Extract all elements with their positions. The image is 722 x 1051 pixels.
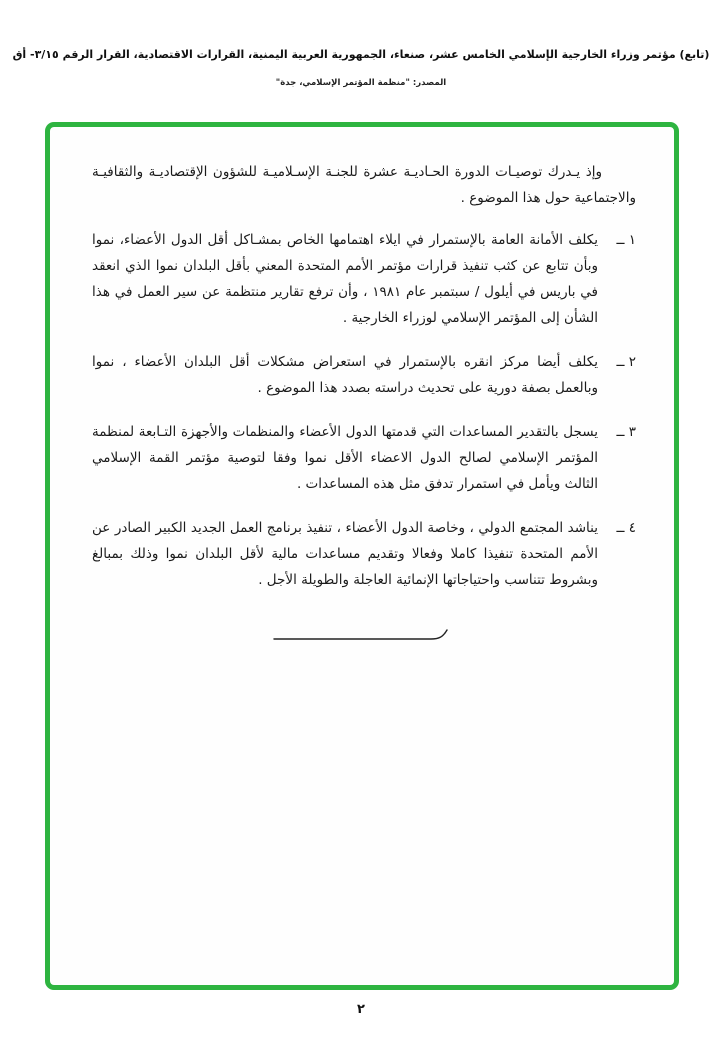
document-source-line: المصدر: "منظمة المؤتمر الإسلامي، جدة" <box>275 78 447 88</box>
clause-3-number: ٣ ــ <box>616 424 636 440</box>
document-header-title: (تابع) مؤتمر وزراء الخارجية الإسلامي الخامس عشر، صنعاء، الجمهورية العربية اليمنية، القرارات الاقتصادية، القرار الرقم ٣/١٥- أق <box>12 48 710 61</box>
scanned-page-text <box>92 159 636 643</box>
resolution-clause-1 <box>92 227 636 331</box>
preamble-paragraph: وإذ يـدرك توصيـات الدورة الحـاديـة عشرة للجنـة الإسـلاميـة للشؤون الإقتصاديـة والثقافيـة والاجتماعية حول هذا الموضوع . <box>92 164 636 206</box>
page-number: ٢ <box>357 1002 365 1017</box>
clause-1-number: ١ ــ <box>616 232 636 248</box>
clause-4-text: يناشد المجتمع الدولي ، وخاصة الدول الأعضاء ، تنفيذ برنامج العمل الجديد الكبير الصادر عن الأمم المتحدة تنفيذا كاملا وفعالا وتقديم مساعدات مالية لأقل البلدان نموا وذلك بمبالغ وبشروط تتناسب واحتياجاتها الإنمائية العاجلة والطويلة الأجل . <box>92 520 598 588</box>
resolution-clause-4 <box>92 515 636 593</box>
resolution-clause-2 <box>92 349 636 401</box>
scanned-page-frame <box>45 122 679 990</box>
clause-1-text: يكلف الأمانة العامة بالإستمرار في ايلاء اهتمامها الخاص بمشـاكل أقل الدول الأعضاء، نموا وبأن تتابع عن كثب تنفيذ قرارات مؤتمر الأمم المتحدة المعني بأقل البلدان نموا الذي انعقد في باريس في أيلول / سبتمبر عام ١٩٨١ ، وأن ترفع تقارير منتظمة عن سير العمل في هذا الشأن إلى المؤتمر الإسلامي لوزراء الخارجية . <box>92 232 598 326</box>
end-of-text-rule <box>271 627 457 643</box>
clause-4-number: ٤ ــ <box>616 520 636 536</box>
resolution-clause-3 <box>92 419 636 497</box>
clause-2-text: يكلف أيضا مركز انقره بالإستمرار في استعراض مشكلات أقل البلدان الأعضاء ، نموا وبالعمل بصفة دورية على تحديث دراسته بصدد هذا الموضوع . <box>92 354 598 396</box>
clause-3-text: يسجل بالتقدير المساعدات التي قدمتها الدول الأعضاء والمنظمات والأجهزة التـابعة لمنظمة المؤتمر الإسلامي لصالح الدول الاعضاء الأقل نموا وفقا لتوصية مؤتمر القمة الإسلامي الثالث ويأمل في استمرار تدفق مثل هذه المساعدات . <box>92 424 598 492</box>
clause-2-number: ٢ ــ <box>616 354 636 370</box>
